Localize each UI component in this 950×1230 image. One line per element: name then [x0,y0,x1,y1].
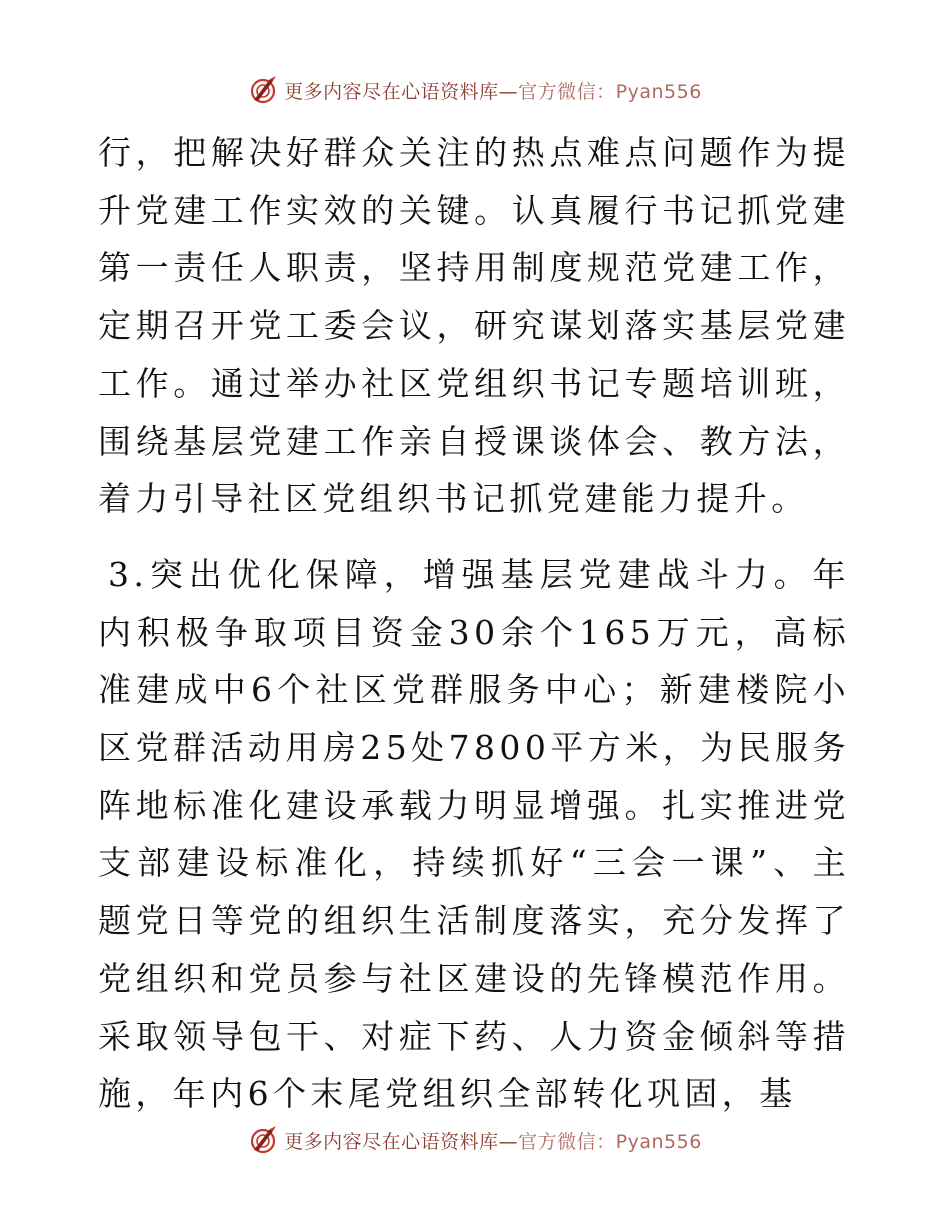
banner-text [284,77,702,104]
banner-text [284,1127,702,1154]
banner-wechat-text: 官方微信：Pyan556 [518,80,702,103]
banner-library-text: 更多内容尽在心语资料库— [284,80,519,103]
header-banner [0,72,950,108]
banner-library-text: 更多内容尽在心语资料库— [284,1130,519,1153]
quill-pen-logo-icon [248,75,278,105]
footer-banner [0,1122,950,1158]
document-body [98,124,850,1123]
quill-pen-logo-icon [248,1125,278,1155]
paragraph-2: 3.突出优化保障，增强基层党建战斗力。年内积极争取项目资金30余个165万元，高标准建成中6个社区党群服务中心；新建楼院小区党群活动用房25处7800平方米，为民服务阵地标准化建设承载力明显增强。扎实推进党支部建设标准化，持续抓好“三会一课”、主题党日等党的组织生活制度落实，充分发挥了党组织和党员参与社区建设的先锋模范作用。采取领导包干、对症下药、人力资金倾斜等措施，年内6个末尾党组织全部转化巩固，基 [98,554,850,1114]
paragraph-1: 行，把解决好群众关注的热点难点问题作为提升党建工作实效的关键。认真履行书记抓党建第一责任人职责，坚持用制度规范党建工作，定期召开党工委会议，研究谋划落实基层党建工作。通过举办社区党组织书记专题培训班，围绕基层党建工作亲自授课谈体会、教方法，着力引导社区党组织书记抓党建能力提升。 [98,133,850,519]
banner-wechat-text: 官方微信：Pyan556 [518,1130,702,1153]
